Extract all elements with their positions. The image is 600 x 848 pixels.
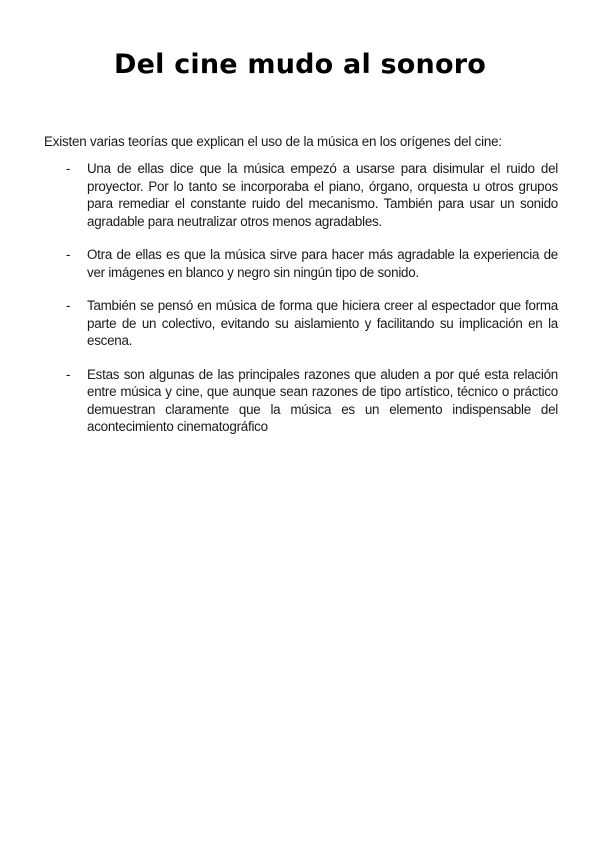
dash-marker: - [66, 247, 71, 262]
list-item [66, 160, 558, 230]
list-item [66, 297, 558, 350]
list-item-text: Otra de ellas es que la música sirve para hacer más agradable la experiencia de ver imágenes en blanco y negro sin ningún tipo de sonido. [87, 247, 558, 280]
list-item-text: También se pensó en música de forma que hiciera creer al espectador que forma parte de un colectivo, evitando su aislamiento y facilitando su implicación en la escena. [87, 298, 558, 348]
list-item-text: Estas son algunas de las principales razones que aluden a por qué esta relación entre música y cine, que aunque sean razones de tipo artístico, técnico o práctico demuestran claramente que la música es un elemento indispensable del acontecimiento cinematográfico [87, 366, 558, 434]
page-title: Del cine mudo al sonoro [114, 49, 486, 80]
list-item [66, 246, 558, 281]
list-item [66, 366, 558, 436]
theory-list [66, 160, 558, 452]
intro-paragraph: Existen varias teorías que explican el uso de la música en los orígenes del cine: [44, 134, 502, 149]
dash-marker: - [66, 298, 71, 313]
dash-marker: - [66, 366, 71, 382]
list-item-text: Una de ellas dice que la música empezó a usarse para disimular el ruido del proyector. Por lo tanto se incorporaba el piano, órgano, orquesta u otros grupos para remediar el constante ruido del mecanismo. También para usar un sonido agradable para neutralizar otros menos agradables. [87, 161, 558, 229]
dash-marker: - [66, 161, 71, 176]
